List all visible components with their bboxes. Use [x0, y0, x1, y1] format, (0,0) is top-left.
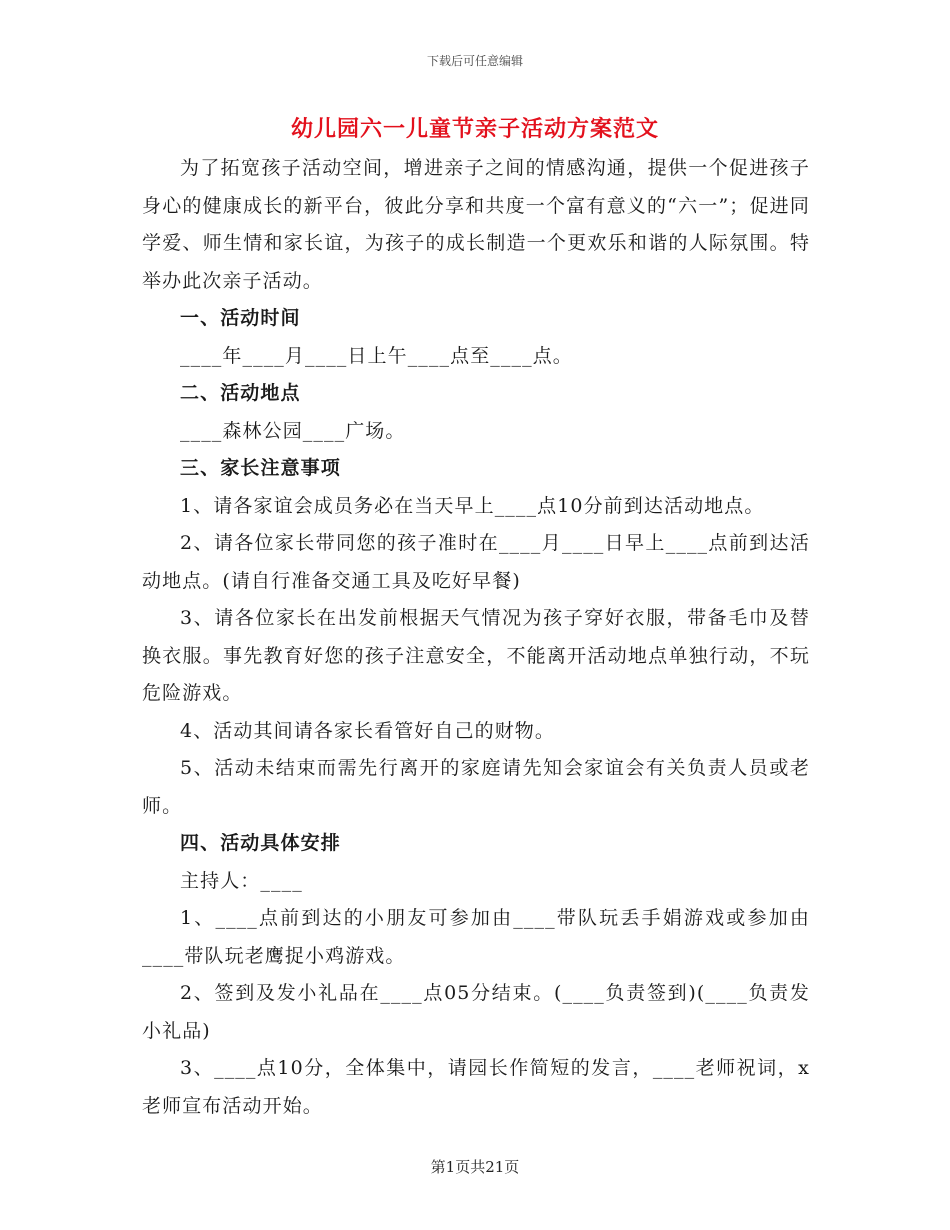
note-item-4: 4、活动其间请各家长看管好自己的财物。 [180, 719, 555, 742]
note-item-3: 3、请各位家长在出发前根据天气情况为孩子穿好衣服，带备毛巾及替换衣服。事先教育好您的孩子注意安全，不能离开活动地点单独行动，不玩危险游戏。 [142, 607, 810, 704]
schedule-item-3: 3、____点10分，全体集中，请园长作简短的发言，____老师祝词，x老师宣布活动开始。 [142, 1057, 810, 1117]
section-heading-notes: 三、家长注意事项 [180, 457, 341, 479]
section-heading-time: 一、活动时间 [180, 307, 301, 329]
paragraph-location: ____森林公园____广场。 [180, 419, 406, 442]
document-title: 幼儿园六一儿童节亲子活动方案范文 [290, 116, 659, 142]
section-heading-schedule: 四、活动具体安排 [180, 832, 341, 854]
paragraph-time: ____年____月____日上午____点至____点。 [180, 344, 573, 367]
paragraph-host: 主持人：____ [180, 869, 303, 892]
document-body [142, 150, 810, 1125]
note-item-5: 5、活动未结束而需先行离开的家庭请先知会家谊会有关负责人员或老师。 [142, 757, 810, 817]
note-item-2: 2、请各位家长带同您的孩子准时在____月____日早上____点前到达活动地点。(请自行准备交通工具及吃好早餐) [142, 532, 810, 592]
schedule-item-2: 2、签到及发小礼品在____点05分结束。(____负责签到)(____负责发小礼品) [142, 982, 810, 1042]
schedule-item-1: 1、____点前到达的小朋友可参加由____带队玩丢手娟游戏或参加由____带队玩老鹰捉小鸡游戏。 [142, 907, 810, 967]
intro-paragraph: 为了拓宽孩子活动空间，增进亲子之间的情感沟通，提供一个促进孩子身心的健康成长的新平台，彼此分享和共度一个富有意义的“六一”；促进同学爱、师生情和家长谊，为孩子的成长制造一个更欢乐和谐的人际氛围。特举办此次亲子活动。 [142, 157, 810, 292]
page-footer: 第1页共21页 [430, 1158, 520, 1176]
header-note: 下载后可任意编辑 [426, 54, 523, 68]
note-item-1: 1、请各家谊会成员务必在当天早上____点10分前到达活动地点。 [180, 494, 765, 517]
section-heading-location: 二、活动地点 [180, 382, 301, 404]
